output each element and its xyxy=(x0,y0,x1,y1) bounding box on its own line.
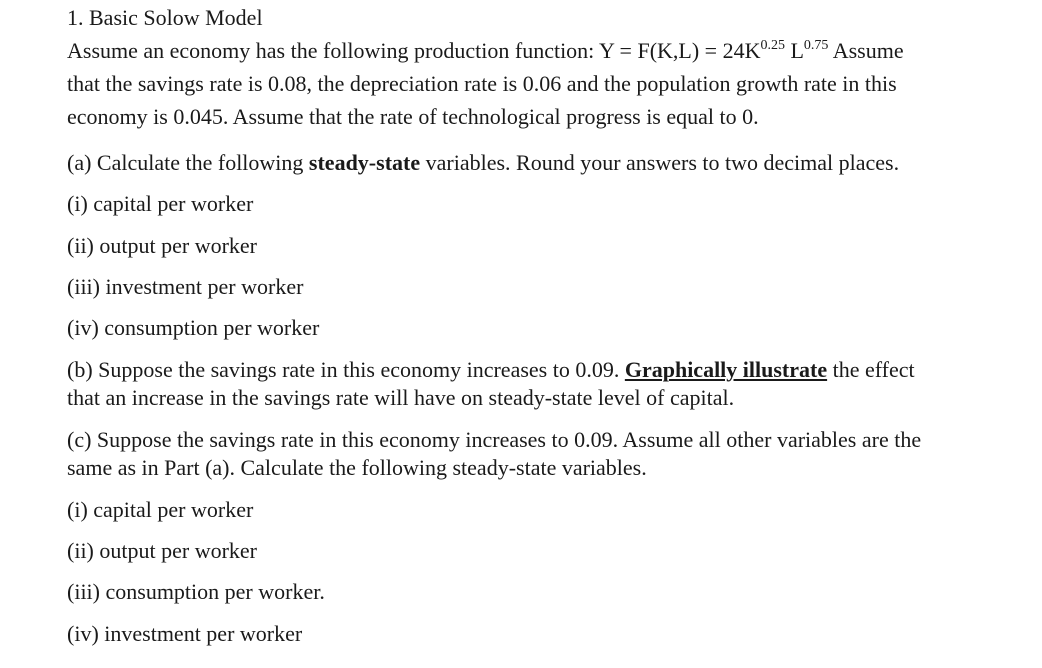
part-a-item-3: (iii) investment per worker xyxy=(67,274,304,299)
part-c-item-3: (iii) consumption per worker. xyxy=(67,579,325,604)
part-c-line-1: (c) Suppose the savings rate in this economy increases to 0.09. Assume all other variables are the xyxy=(67,427,922,452)
part-b-emphasis: Graphically illustrate xyxy=(624,357,828,382)
intro-text-1-mid: L xyxy=(784,38,804,63)
part-a-item-2: (ii) output per worker xyxy=(67,233,257,258)
part-a-question xyxy=(67,150,899,176)
part-c-item-4: (iv) investment per worker xyxy=(67,621,303,646)
part-a-text-post: variables. Round your answers to two decimal places. xyxy=(420,150,900,175)
part-a-item-1: (i) capital per worker xyxy=(67,191,254,216)
part-c-item-1: (i) capital per worker xyxy=(67,497,254,522)
intro-text-1: Assume an economy has the following production function: Y = F(K,L) = 24K xyxy=(67,38,761,63)
intro-line-2: that the savings rate is 0.08, the depreciation rate is 0.06 and the population growth rate in this xyxy=(67,71,897,96)
question-title: 1. Basic Solow Model xyxy=(67,5,263,30)
part-c-item-2: (ii) output per worker xyxy=(67,538,257,563)
part-a-text-pre: (a) Calculate the following xyxy=(67,150,309,175)
part-b-line-1 xyxy=(67,357,915,383)
intro-line-1 xyxy=(67,38,904,68)
part-b-text-pre: (b) Suppose the savings rate in this economy increases to 0.09. xyxy=(67,357,625,382)
k-exponent: 0.25 xyxy=(760,38,785,53)
part-a-bold-term: steady-state xyxy=(308,150,421,175)
l-exponent: 0.75 xyxy=(803,38,829,53)
intro-text-1-post: Assume xyxy=(828,38,904,63)
part-a-item-4: (iv) consumption per worker xyxy=(67,315,320,340)
part-b-text-post: the effect xyxy=(827,357,915,382)
intro-line-3: economy is 0.045. Assume that the rate of technological progress is equal to 0. xyxy=(67,104,759,129)
part-c-line-2: same as in Part (a). Calculate the following steady-state variables. xyxy=(67,455,647,480)
part-b-line-2: that an increase in the savings rate will have on steady-state level of capital. xyxy=(67,385,735,410)
